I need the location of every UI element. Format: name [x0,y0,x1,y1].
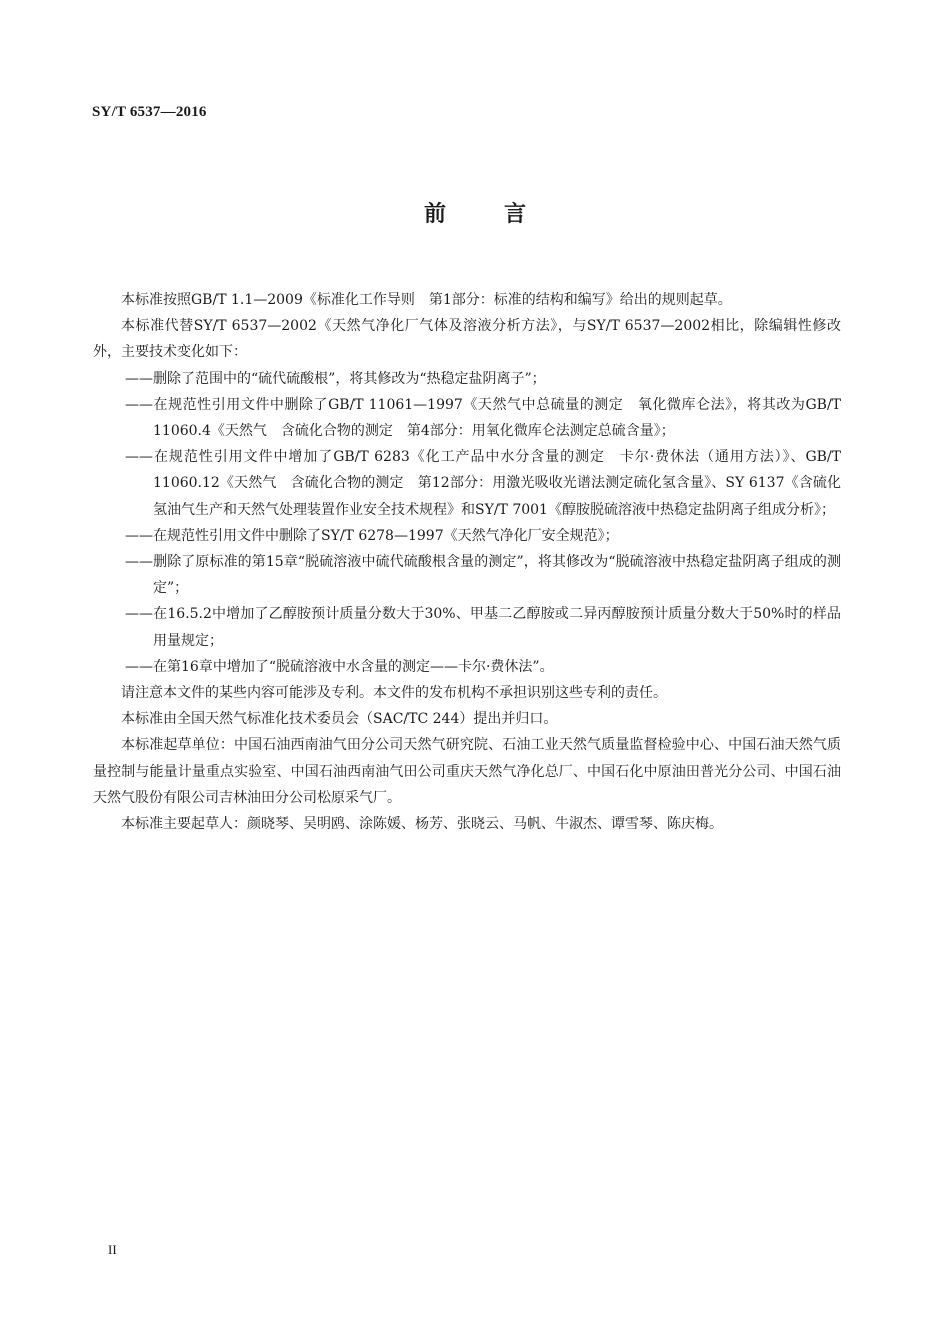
standard-code: SY/T 6537—2016 [92,104,207,120]
change-item: ——删除了原标准的第15章“脱硫溶液中硫代硫酸根含量的测定”，将其修改为“脱硫溶液中热稳定盐阴离子组成的测定”； [125,554,841,597]
page-title: 前言 [423,202,584,227]
paragraph-patent-notice: 请注意本文件的某些内容可能涉及专利。本文件的发布机构不承担识别这些专利的责任。 [121,685,667,702]
paragraph-drafting-units: 本标准起草单位：中国石油西南油气田分公司天然气研究院、石油工业天然气质量监督检验中心、中国石油天然气质量控制与能量计量重点实验室、中国石油西南油气田公司重庆天然气净化总厂、中国石化中原油田普光分公司、中国石油天然气股份有限公司吉林油田分公司松原采气厂。 [93,737,841,806]
document-body [93,287,841,837]
paragraph-drafters: 本标准主要起草人：颜晓琴、吴明鸥、涂陈媛、杨芳、张晓云、马帆、牛淑杰、谭雪琴、陈庆梅。 [121,816,723,833]
change-item: ——在规范性引用文件中删除了GB/T 11061—1997《天然气中总硫量的测定 氧化微库仑法》，将其改为GB/T 11060.4《天然气 含硫化合物的测定 第4部分：用氧化微库仑法测定总硫含量》； [125,396,841,440]
change-item: ——在第16章中增加了“脱硫溶液中水含量的测定——卡尔·费休法”。 [125,658,554,675]
paragraph-drafting-rules: 本标准按照GB/T 1.1—2009《标准化工作导则 第1部分：标准的结构和编写》给出的规则起草。 [121,292,732,308]
change-item: ——在16.5.2中增加了乙醇胺预计质量分数大于30%、甲基二乙醇胺或二异丙醇胺预计质量分数大于50%时的样品用量规定； [125,606,841,649]
page-number: II [108,1242,117,1257]
paragraph-committee: 本标准由全国天然气标准化技术委员会（SAC/TC 244）提出并归口。 [121,711,558,728]
change-item: ——在规范性引用文件中删除了SY/T 6278—1997《天然气净化厂安全规范》； [125,527,619,544]
paragraph-replacement: 本标准代替SY/T 6537—2002《天然气净化厂气体及溶液分析方法》，与SY/T 6537—2002相比，除编辑性修改外，主要技术变化如下： [93,318,841,361]
change-item: ——在规范性引用文件中增加了GB/T 6283《化工产品中水分含量的测定 卡尔·费休法（通用方法）》、GB/T 11060.12《天然气 含硫化合物的测定 第12部分：用激光吸收光谱法测定硫化氢含量》、SY 6137《含硫化氢油气生产和天然气处理装置作业安全技术规程》和SY/T 7001《醇胺脱硫溶液中热稳定盐阴离子组成分析》； [125,449,841,518]
change-item: ——删除了范围中的“硫代硫酸根”，将其修改为“热稳定盐阴离子”； [125,370,546,387]
